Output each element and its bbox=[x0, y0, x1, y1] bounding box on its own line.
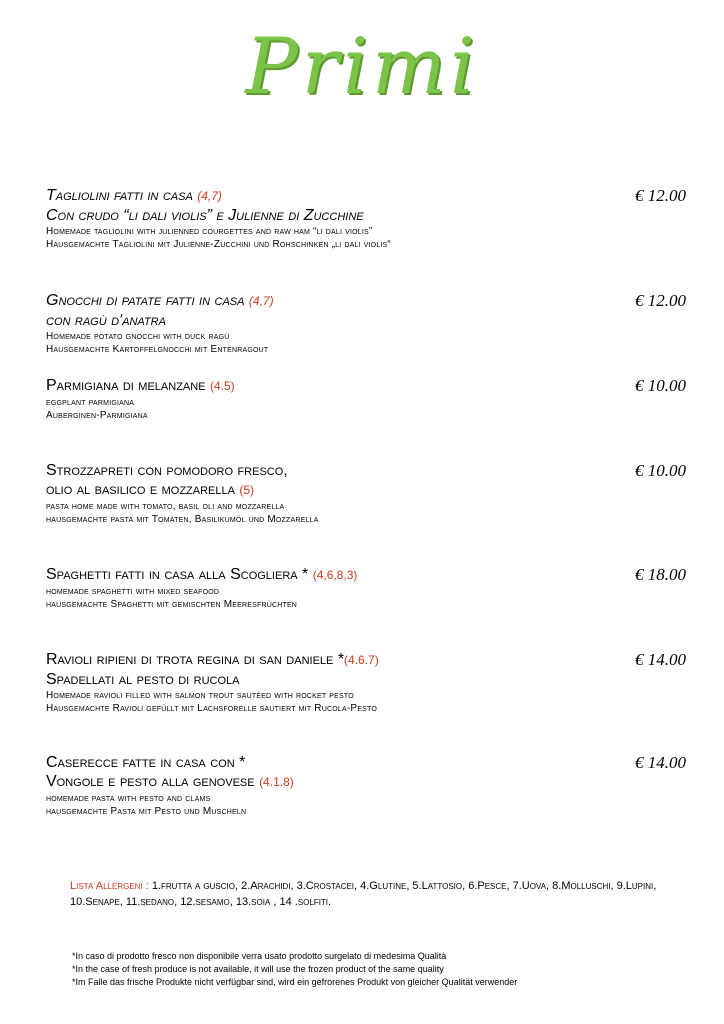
dish-description-de: hausgemachte pasta mit Tomaten, Basilikumöl und Mozzarella bbox=[46, 514, 319, 525]
allergen-codes: (4.6.7) bbox=[344, 653, 379, 667]
dish-name-line2: Con crudo “li dali violis” e Julienne di Zucchine bbox=[46, 207, 364, 224]
allergen-codes: (4,6,8,3) bbox=[312, 568, 358, 582]
dish-name-line1 bbox=[46, 565, 686, 585]
dish-name: Ravioli ripieni di trota regina di san daniele * bbox=[46, 651, 345, 668]
dish-description-de: Auberginen-Parmigiana bbox=[46, 410, 148, 421]
menu-item bbox=[46, 186, 686, 251]
allergen-codes: (5) bbox=[239, 483, 255, 497]
dish-description-de: Hausgemachte Ravioli gefüllt mit Lachsforelle sautiert mit Rucola-Pesto bbox=[46, 703, 377, 714]
footnote-it: *In caso di prodotto fresco non disponibile verra usato prodotto surgelato di medesima Qualità bbox=[72, 951, 447, 961]
dish-name: Vongole e pesto alla genovese bbox=[46, 773, 255, 790]
dish-name: Parmigiana di melanzane bbox=[46, 377, 206, 394]
dish-name: Spaghetti fatti in casa alla Scogliera * bbox=[46, 566, 309, 583]
menu-item bbox=[46, 376, 686, 422]
menu-item bbox=[46, 650, 686, 715]
dish-description-de: Hausgemachte Tagliolini mit Julienne-Zucchini und Rohschinken „li dali violis“ bbox=[46, 239, 391, 250]
footnotes bbox=[72, 950, 517, 989]
footnote-en: *In the case of fresh produce is not available, it will use the frozen product of the same quality bbox=[72, 964, 444, 974]
dish-description-en: homemade spaghetti with mixed seafood bbox=[46, 586, 220, 597]
dish-description-en: pasta home made with tomato, basil oli and mozzarella bbox=[46, 501, 285, 512]
allergen-codes: (4.1.8) bbox=[259, 775, 294, 789]
dish-price: € 12.00 bbox=[635, 291, 686, 310]
dish-price: € 12.00 bbox=[635, 186, 686, 205]
dish-price: € 10.00 bbox=[635, 461, 686, 480]
dish-description-de: Hausgemachte Kartoffelgnocchi mit Entenragout bbox=[46, 344, 269, 355]
allergen-list-text: 1.frutta a guscio, 2.Arachidi, 3.Crostacei, 4.Glutine, 5.Lattosio, 6.Pesce, 7.Uova, 8.Molluschi, 9.Lupini, 10.Senape, 11.sedano, 12.sesamo, 13.soia , 14 .solfiti. bbox=[70, 880, 657, 908]
dish-price: € 18.00 bbox=[635, 565, 686, 584]
dish-price: € 10.00 bbox=[635, 376, 686, 395]
dish-description-de: hausgemachte Pasta mit Pesto und Muscheln bbox=[46, 806, 247, 817]
dish-name-line2 bbox=[46, 772, 686, 792]
page-title: Primi bbox=[245, 22, 479, 112]
dish-description-en: eggplant parmigiana bbox=[46, 397, 135, 408]
allergen-list bbox=[70, 878, 660, 910]
dish-name: olio al basilico e mozzarella bbox=[46, 481, 235, 498]
dish-name-line2 bbox=[46, 480, 686, 500]
allergen-list-label: Lista Allergeni : bbox=[70, 880, 149, 892]
dish-name-line1: Strozzapreti con pomodoro fresco, bbox=[46, 462, 288, 479]
dish-name-line1 bbox=[46, 650, 686, 670]
dish-name: Tagliolini fatti in casa bbox=[46, 187, 193, 204]
menu-item bbox=[46, 753, 686, 818]
dish-name-line1 bbox=[46, 291, 686, 311]
dish-name-line1 bbox=[46, 186, 686, 206]
dish-name-line2: Spadellati al pesto di rucola bbox=[46, 671, 240, 688]
allergen-codes: (4,7) bbox=[248, 294, 274, 308]
menu-item bbox=[46, 291, 686, 356]
footnote-de: *Im Falle das frische Produkte nicht verfügbar sind, wird ein gefrorenes Produkt von gleicher Qualität verwender bbox=[72, 977, 518, 987]
dish-name-line1: Caserecce fatte in casa con * bbox=[46, 754, 246, 771]
dish-description-en: Homemade tagliolini with julienned courgettes and raw ham “li dali violis” bbox=[46, 226, 373, 237]
allergen-codes: (4.5) bbox=[209, 379, 235, 393]
dish-description-en: Homemade ravioli filled with salmon trout sautéed with rocket pesto bbox=[46, 690, 354, 701]
dish-description-en: homemade pasta with pesto and clams bbox=[46, 793, 211, 804]
dish-price: € 14.00 bbox=[635, 650, 686, 669]
dish-name-line1 bbox=[46, 376, 686, 396]
dish-name-line2: con ragù d'anatra bbox=[46, 312, 166, 329]
dish-price: € 14.00 bbox=[635, 753, 686, 772]
menu-item bbox=[46, 565, 686, 611]
dish-name: Gnocchi di patate fatti in casa bbox=[46, 292, 245, 309]
dish-description-de: hausgemachte Spaghetti mit gemischten Meeresfrüchten bbox=[46, 599, 298, 610]
allergen-codes: (4,7) bbox=[197, 189, 222, 203]
dish-description-en: Homemade potato gnocchi with duck ragù bbox=[46, 331, 230, 342]
menu-item bbox=[46, 461, 686, 526]
